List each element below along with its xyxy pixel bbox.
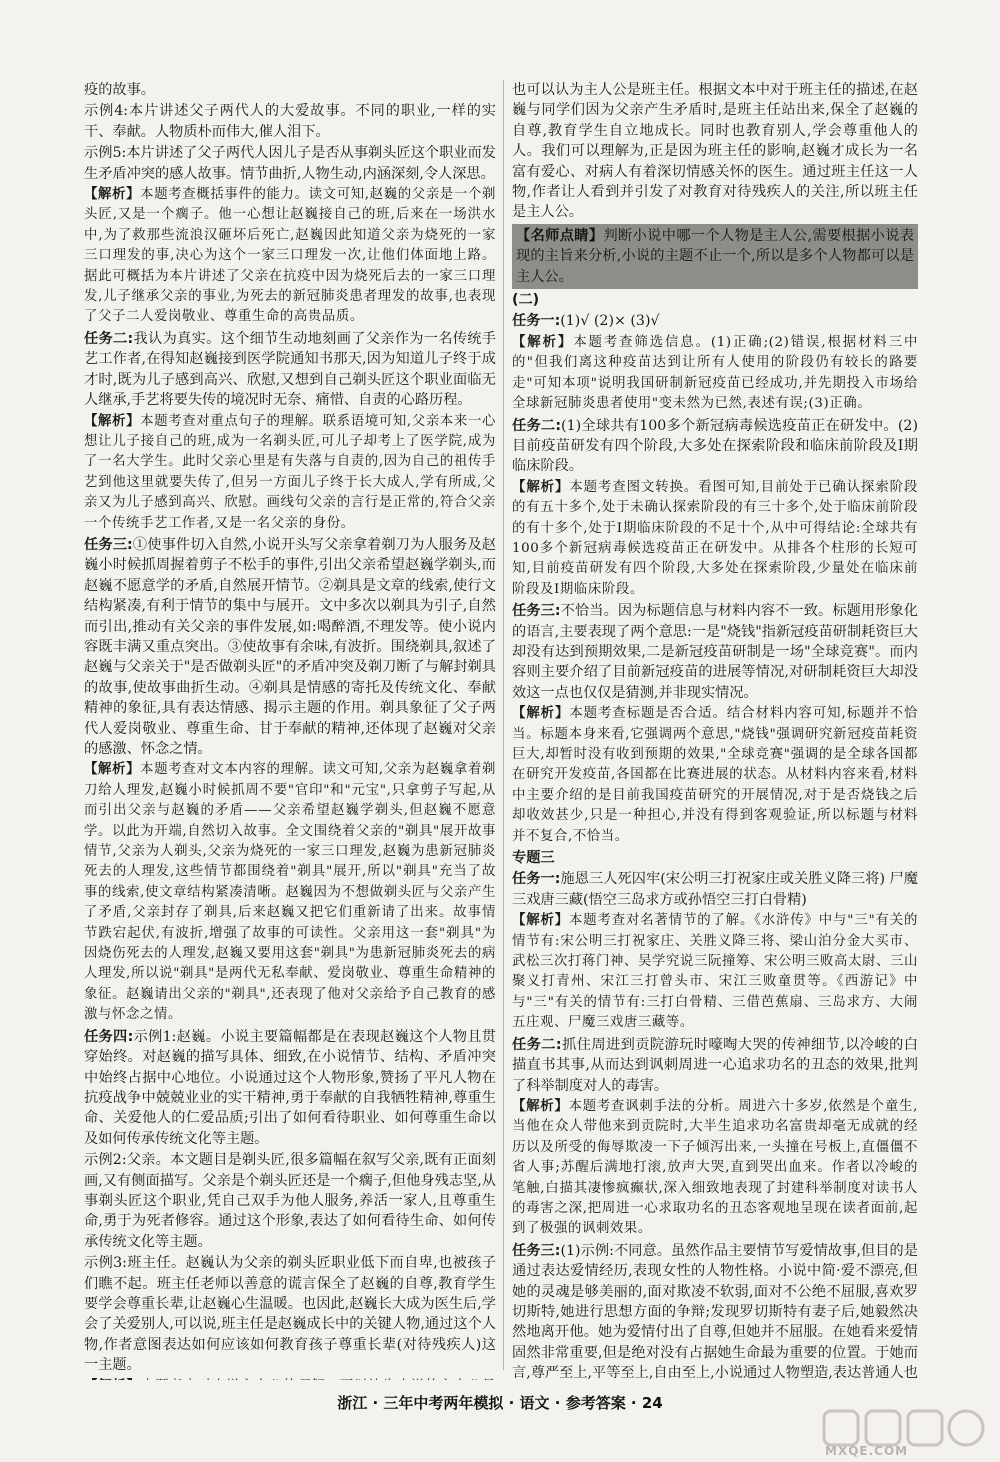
task-answer [512, 416, 918, 477]
analysis-paragraph [512, 1097, 918, 1240]
analysis-paragraph [512, 704, 918, 847]
paragraph-text: 本题考查概括事件的能力。读文可知,赵巍的父亲是一个剃头匠,又是一个瘸子。他一心想让赵巍接自己的班,后来在一场洪水中,为了救那些流浪汉砸坏后死亡,赵巍因此知道父亲为烧死的一家三口理发的事,决心为这个一家三口理发一次,让他们体面地上路。据此可概括为本片讲述了父亲在抗疫中因为烧死后去的一家三口理发,儿子继承父亲的事业,为死去的新冠肺炎患者理发的故事,也表现了父子二人爱岗敬业、尊重生命的高贵品质。 [84, 187, 496, 325]
task-answer [512, 1241, 918, 1380]
analysis-paragraph [84, 185, 496, 328]
paragraph-text: 也可以认为主人公是班主任。根据文本中对于班主任的描述,在赵巍与同学们因为父亲产生矛盾时,是班主任站出来,保全了赵巍的自尊,教育学生自立地成长。同时也教育别人,学会尊重他人的人。我们可以理解为,正是因为班主任的影响,赵巍才成长为一名富有爱心、对病人有着深切情感关怀的医生。通过班主任这一人物,作者让人看到并引发了对教育对待残疾人的关注,所以班主任是主人公。 [512, 82, 918, 221]
label-tag: 【解析】 [512, 1098, 569, 1114]
paragraph-text: 本题考查对文本内容的理解。读文可知,父亲为赵巍拿着剃刀给人理发,赵巍小时候抓周不要"官印"和"元宝",只拿剪子写起,从而引出父亲与赵巍的矛盾——父亲希望赵巍学剃头,但赵巍不愿意学。以此为开端,自然切入故事。全文围绕着父亲的"剃具"展开故事情节,父亲为人剃头,父亲为烧死的一家三口理发,赵巍为患新冠肺炎死去的人理发,这些情节都围绕着"剃具"展开,所以"剃具"充当了故事的线索,使文章结构紧凑清晰。赵巍因为不想做剃头匠与父亲产生了矛盾,父亲封存了剃具,后来赵巍又把它们重新请了出来。故事情节跌宕起伏,有波折,增强了故事的可读性。父亲用这一套"剃具"为因烧伤死去的人理发,赵巍又要用这套"剃具"为患新冠肺炎死去的病人理发,所以说"剃具"是两代无私奉献、爱岗敬业、尊重生命精神的象征。赵巍请出父亲的"剃具",还表现了他对父亲给予自己教育的感激与怀念之情。 [84, 762, 496, 1023]
task-answer [84, 329, 496, 411]
analysis-paragraph [512, 478, 918, 600]
paragraph-text: 我认为真实。这个细节生动地刻画了父亲作为一名传统手艺工作者,在得知赵巍接到医学院通知书那天,因为知道儿子终于成才时,既为儿子感到高兴、欣慰,又想到自己剃头匠这个职业面临无人继承,手艺将要失传的境况时无奈、痛惜、自责的心路历程。 [84, 330, 496, 409]
paragraph-text: 本题考查对重点句子的理解。联系语境可知,父亲本来一心想让儿子接自己的班,成为一名剃头匠,可儿子却考上了医学院,成为了一名大学生。此时父亲心里是有失落与自责的,因为自己的祖传手艺到他这里就要失传了,但另一方面儿子终于长大成人,学有所成,父亲又为儿子感到高兴、欣慰。画线句父亲的言行是正常的,符合父亲一个传统手艺工作者,又是一名父亲的身份。 [84, 413, 496, 531]
paragraph-text [84, 1379, 496, 1380]
label-tag: 【解析】 [84, 762, 141, 778]
label-tag: 【解析】 [512, 706, 570, 722]
label-tag [84, 1379, 141, 1380]
label-tag: 【解析】 [84, 413, 141, 429]
paragraph-text: 示例1:赵巍。小说主要篇幅都是在表现赵巍这个人物且贯穿始终。对赵巍的描写具体、细致,在小说情节、结构、矛盾冲突中始终占据中心地位。小说通过这个人物形象,赞扬了平凡人物在抗疫战争中兢兢业业的实干精神,勇于奉献的自我牺牲精神,尊重生命、关爱他人的仁爱品质;引出了如何看待职业、如何尊重生命以及如何传承传统文化等主题。 [84, 1028, 496, 1147]
paragraph-text: 施恩三人死囚牢(宋公明三打祝家庄或关胜义降三将) 尸魔三戏唐三藏(悟空三岛求方或孙悟空三打白骨精) [512, 871, 918, 908]
label-tag: 任务二: [512, 1036, 562, 1053]
label-tag: 【解析】 [84, 187, 141, 203]
paragraph-text: (1)全球共有100多个新冠病毒候选疫苗正在研发中。(2)目前疫苗研发有四个阶段,大多处在探索阶段和临床前阶段及Ⅰ期临床阶段。 [512, 417, 918, 475]
paragraph-text: 本题考查对名著情节的了解。《水浒传》中与"三"有关的情节有:宋公明三打祝家庄、关胜义降三将、梁山泊分金大买市、武松三次打蒋门神、吴学究说三阮撞筹、宋公明三败高太尉、三山聚义打青州、宋江三打曾头市、宋江三败童贯等。《西游记》中与"三"有关的情节有:三打白骨精、三借芭蕉扇、三岛求方、大闹五庄观、尸魔三戏唐三藏等。 [512, 913, 918, 1031]
analysis-paragraph [84, 1377, 496, 1380]
answer-paragraph [84, 143, 496, 184]
paragraph-text: 判断小说中哪一个人物是主人公,需要根据小说表现的主旨来分析,小说的主题不止一个,所以是多个人物都可以是主人公。 [516, 227, 914, 285]
right-column [512, 80, 918, 1380]
paragraph-text: 抓住周进到贡院游玩时嚎啕大哭的传神细节,以冷峻的白描直书其事,从而达到讽刺周进一心追求功名的丑态的效果,批判了科举制度对人的毒害。 [512, 1036, 918, 1094]
watermark-text: MXQE.COM [825, 1444, 909, 1458]
task-answer [512, 311, 918, 331]
paragraph-text: 示例2:父亲。本文题目是剃头匠,很多篇幅在叙写父亲,既有正面刻画,又有侧面描写。父亲是个剃头匠还是一个瘸子,但他身残志坚,从事剃头匠这个职业,凭自己双手为他人服务,养活一家人,且尊重生命,勇于为死者修容。通过这个形象,表达了如何看待生命、如何传承传统文化等主题。 [84, 1152, 496, 1250]
section-heading: (二) [512, 292, 540, 309]
analysis-paragraph [84, 412, 496, 534]
label-tag: 【解析】 [512, 913, 569, 929]
task-answer [512, 1035, 918, 1096]
paragraph-text: (1)√ (2)× (3)√ [560, 313, 660, 330]
left-column [84, 80, 496, 1380]
label-tag: 任务三: [84, 536, 133, 553]
section-heading: 专题三 [512, 850, 555, 867]
label-tag: 任务一: [512, 871, 561, 888]
label-tag: 【名师点睛】 [516, 227, 604, 244]
answer-paragraph [84, 101, 496, 142]
label-tag: 任务二: [84, 330, 134, 347]
label-tag: 任务三: [512, 603, 561, 620]
task-answer [84, 535, 496, 759]
paragraph-text: ①使事件切入自然,小说开头写父亲拿着剃刀为人服务及赵巍小时候抓周握着剪子不松手的事件,引出父亲希望赵巍学剃头,而赵巍不愿意学的矛盾,自然展开情节。②剃具是文章的线索,使行文结构紧凑,有利于情节的集中与展开。文中多次以剃具为引子,自然而引出,推动有关父亲的事件发展,如:喝醉酒,不理发等。使小说内容既丰满又重点突出。③使故事有余味,有波折。围绕剃具,叙述了赵巍与父亲关于"是否做剃头匠"的矛盾冲突及剃刀断了与解封剃具的故事,使故事曲折生动。④剃具是情感的寄托及传统文化、奉献精神的象征,具有表达情感、揭示主题的作用。剃具象征了父子两代人爱岗敬业、尊重生命、甘于奉献的精神,还体现了赵巍对父亲的感激、怀念之情。 [84, 536, 496, 757]
paragraph-text: (1)示例:不同意。虽然作品主要情节写爱情故事,但目的是通过表达爱情经历,表现女性的人物性格。小说中简·爱不漂亮,但她的灵魂是够美丽的,面对欺凌不软弱,面对不公绝不屈服,喜欢罗切斯特,她进行思想方面的争辩;发现罗切斯特有妻子后,她毅然决然地离开他。她为爱情付出了自尊,但她并不屈服。在她看来爱情固然非常重要,但是绝对没有占据她生命最为重要的位置。于她而言,尊严至上,平等至上,自由至上,小说通过人物塑造,表达普通人也 [512, 1242, 918, 1380]
paragraph-text: 示例5:本片讲述了父子两代人因儿子是否从事剃头匠这个职业而发生矛盾冲突的感人故事。情节曲折,人物生动,内涵深刻,令人深思。 [84, 145, 496, 182]
task-answer [512, 601, 918, 703]
answer-paragraph [84, 1253, 496, 1375]
paragraph-text: 本题考查图文转换。看图可知,目前处于已确认探索阶段的有五十多个,处于未确认探索阶段的有三十多个,处于临床前阶段的有十多个,处于Ⅰ期临床阶段的不足十个,从中可得结论:全球共有100多个新冠病毒候选疫苗正在研发中。从排各个柱形的长短可知,目前疫苗研发有四个阶段,大多处在探索阶段,少量处在临床前阶段及Ⅰ期临床阶段。 [512, 479, 918, 597]
paragraph-text: 示例4:本片讲述父子两代人的大爱故事。不同的职业,一样的实干、奉献。人物质朴而伟大,催人泪下。 [84, 103, 496, 140]
column-divider [503, 80, 504, 1370]
analysis-paragraph [512, 333, 918, 415]
label-tag: 【解析】 [512, 334, 574, 350]
paragraph-text: 本题考查筛选信息。(1)正确;(2)错误,根据材料三中的"但我们离这种疫苗达到让所有人使用的阶段仍有较长的路要走"可知本项"说明我国研制新冠疫苗已经成功,并先期投入市场给全球新冠肺炎患者使用"变未然为已然,表述有误;(3)正确。 [512, 334, 918, 412]
teacher-tip-box [512, 224, 918, 289]
label-tag: 【解析】 [512, 479, 570, 495]
task-answer [84, 1027, 496, 1149]
task-answer [512, 869, 918, 910]
page-footer: 浙江 · 三年中考两年模拟 · 语文 · 参考答案 · 24 [337, 1394, 663, 1412]
paragraph-text: 疫的故事。 [84, 82, 155, 98]
paragraph-text: 不恰当。因为标题信息与材料内容不一致。标题用形象化的语言,主要表现了两个意思:一是"烧钱"指新冠疫苗研制耗资巨大却没有达到预期效果,二是新冠疫苗研制是一场"全球竞赛"。而内容则主要介绍了目前新冠疫苗的进展等情况,对研制耗资巨大却没效这一点也仅仅是猜测,并非现实情况。 [512, 603, 918, 701]
label-tag: 任务二: [512, 417, 562, 434]
paragraph-text: 示例3:班主任。赵巍认为父亲的剃头匠职业低下而自卑,也被孩子们瞧不起。班主任老师以善意的谎言保全了赵巍的自尊,教育学生要学会尊重长辈,让赵巍心生温暖。也因此,赵巍长大成为医生后,学会了关爱别人,可以说,班主任是赵巍成长中的关键人物,通过这个人物,作者意图表达如何应该如何教育孩子尊重长辈(对待残疾人)这一主题。 [84, 1255, 496, 1374]
answer-paragraph [84, 1150, 496, 1252]
label-tag: 任务一: [512, 313, 561, 330]
label-tag: 任务四: [84, 1028, 134, 1045]
paragraph-text: 本题考查标题是否合适。结合材料内容可知,标题并不恰当。标题本身来看,它强调两个意思,"烧钱"强调研究新冠疫苗耗资巨大,却暂时没有收到预期的效果,"全球竞赛"强调的是全球各国都在研究开发疫苗,各国都在比赛进展的状态。从材料内容来看,材料中主要介绍的是目前我国疫苗研究的开展情况,对于是否烧钱之后却收效甚少,只是一种担心,并没有得到客观验证,所以标题与材料并不复合,不恰当。 [512, 706, 918, 844]
answer-paragraph [84, 80, 496, 100]
answer-paragraph [512, 80, 918, 223]
analysis-paragraph [512, 911, 918, 1033]
paragraph-text: 本题考查讽刺手法的分析。周进六十多岁,依然是个童生,当他在众人带他来到贡院时,大半生追求功名富贵却毫无成就的经历以及所受的侮辱欺凌一下子倾泻出来,一头撞在号板上,直僵僵不省人事;苏醒后满地打滚,放声大哭,直到哭出血来。作者以冷峻的笔触,白描其凄惨疯癫状,深入细致地表现了封建科举制度对读书人的毒害之深,把周进一心求取功名的丑态客观地呈现在读者面前,起到了极强的讽刺效果。 [512, 1098, 918, 1237]
label-tag: 任务三: [512, 1242, 561, 1259]
analysis-paragraph [84, 760, 496, 1025]
